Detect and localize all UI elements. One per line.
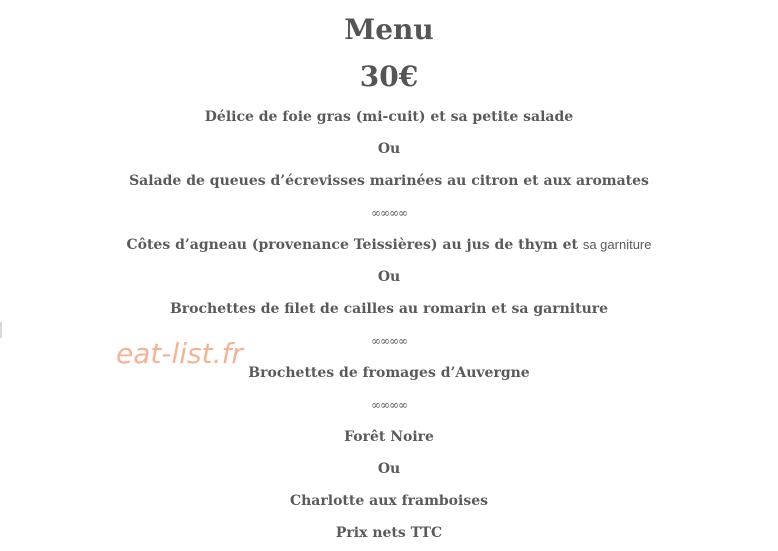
dessert-option-2: Charlotte aux framboises — [289, 493, 488, 509]
dessert-option-1: Forêt Noire — [344, 429, 434, 445]
course-divider: ∞∞∞∞ — [371, 334, 407, 348]
menu-title: Menu — [344, 13, 434, 46]
main-option-1-text: Côtes d’agneau (provenance Teissières) au jus de thym et — [126, 237, 583, 253]
watermark: eat-list.fr — [116, 337, 243, 370]
cheese-course: Brochettes de fromages d’Auvergne — [248, 365, 530, 381]
starter-option-1: Délice de foie gras (mi-cuit) et sa petite salade — [204, 109, 574, 125]
main-option-1-suffix: sa garniture — [582, 237, 652, 252]
menu-price: 30€ — [359, 60, 419, 93]
main-option-2: Brochettes de filet de cailles au romarin et sa garniture — [169, 301, 609, 317]
or-separator: Ou — [377, 141, 401, 157]
or-separator: Ou — [377, 269, 401, 285]
or-separator: Ou — [377, 461, 401, 477]
course-divider: ∞∞∞∞ — [371, 206, 407, 220]
price-note: Prix nets TTC — [335, 525, 443, 541]
starter-option-2: Salade de queues d’écrevisses marinées au citron et aux aromates — [129, 173, 649, 189]
course-divider: ∞∞∞∞ — [371, 398, 407, 412]
edge-mark — [0, 322, 2, 338]
main-option-1 — [0, 235, 778, 255]
